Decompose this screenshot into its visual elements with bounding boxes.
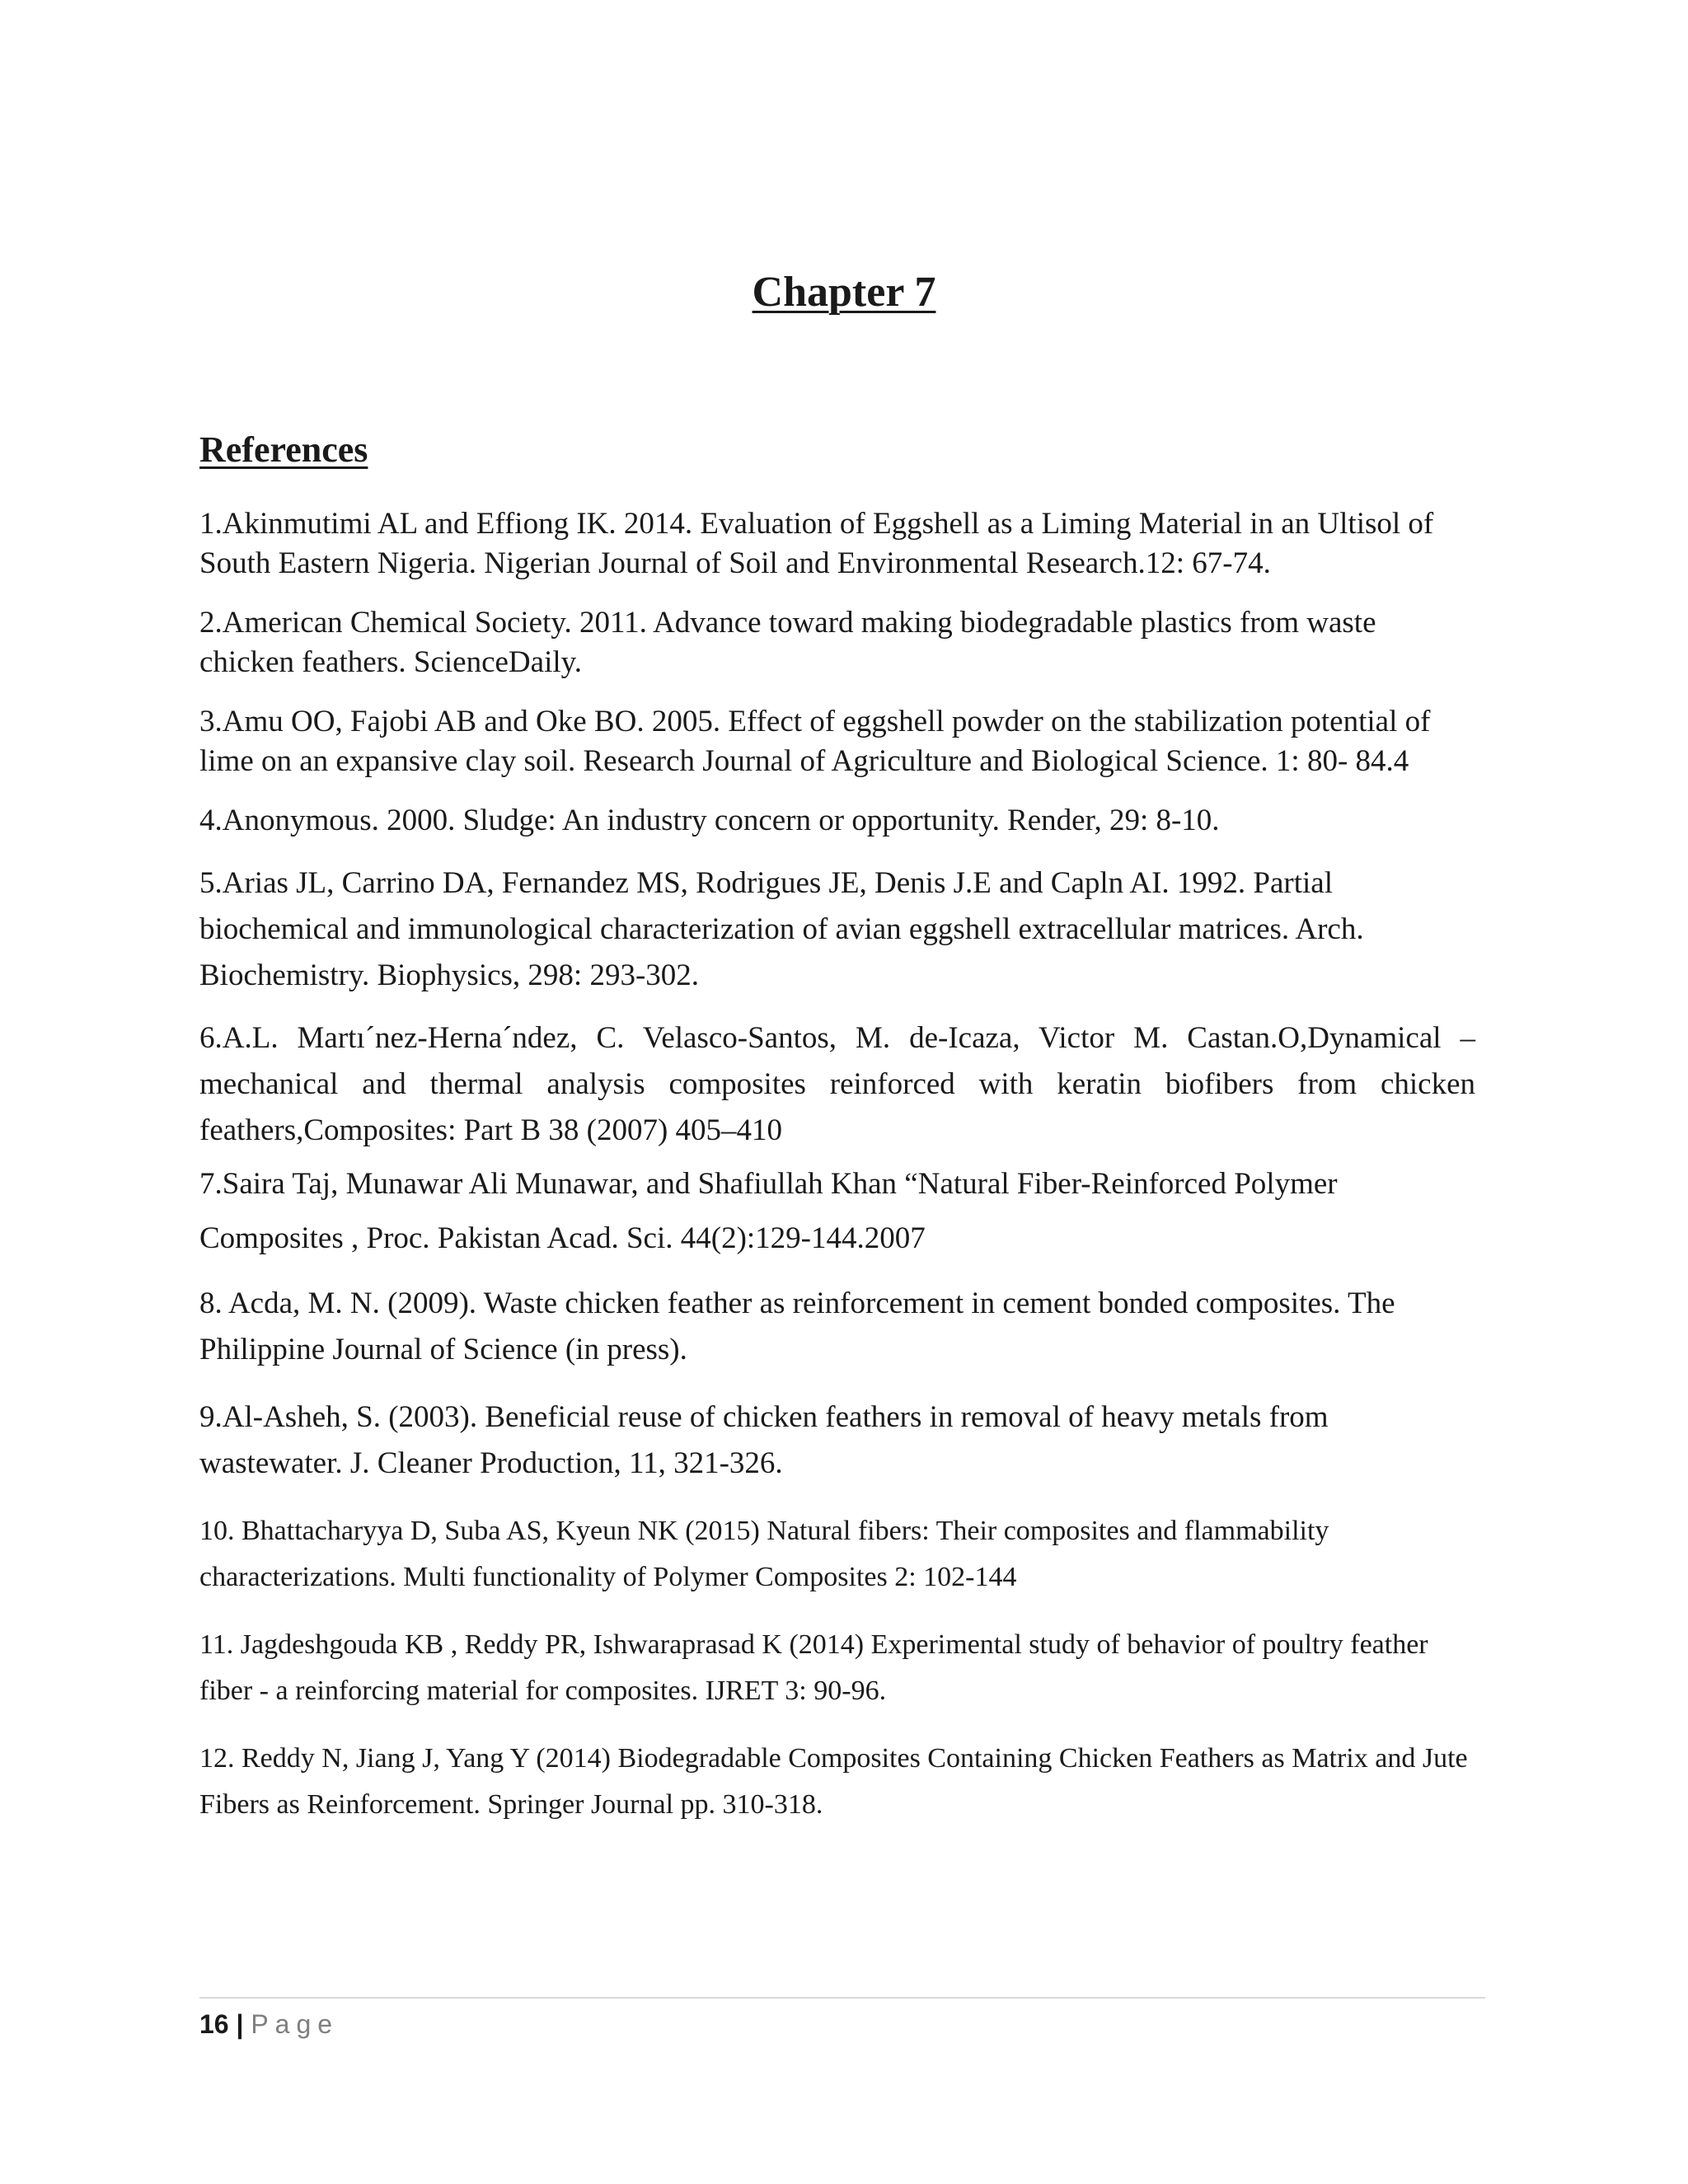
reference-item [199, 504, 1475, 583]
reference-item [199, 1736, 1475, 1828]
reference-number: 9. [199, 1400, 223, 1434]
footer-separator: | [236, 2009, 244, 2039]
page-number: 16 [199, 2009, 229, 2039]
reference-number: 10. [199, 1516, 235, 1546]
reference-item [199, 702, 1475, 781]
reference-list [199, 504, 1475, 1849]
reference-item [199, 801, 1475, 841]
reference-number: 4. [199, 804, 223, 837]
reference-number: 3. [199, 705, 223, 738]
reference-text: Acda, M. N. (2009). Waste chicken feather as reinforcement in cement bonded composites. The Philippine Journal of Science (in press). [199, 1286, 1395, 1366]
reference-number: 8. [199, 1286, 223, 1320]
reference-number: 12. [199, 1743, 235, 1774]
reference-text: American Chemical Society. 2011. Advance toward making biodegradable plastics from waste chicken feathers. ScienceDaily. [199, 606, 1376, 679]
reference-text: Anonymous. 2000. Sludge: An industry concern or opportunity. Render, 29: 8-10. [222, 804, 1220, 837]
chapter-title: Chapter 7 [752, 269, 936, 316]
reference-number: 7. [199, 1167, 223, 1201]
reference-item [199, 603, 1475, 682]
footer-divider [199, 1997, 1485, 1999]
reference-text: A.L. Martı´nez-Herna´ndez, C. Velasco-Santos, M. de-Icaza, Victor M. Castan.O,Dynamical – mechanical and thermal analysis composites reinforced with keratin biofibers from chicken feathers,Composites: Part B 38 (2007) 405–410 [199, 1021, 1475, 1147]
reference-text: Akinmutimi AL and Effiong IK. 2014. Evaluation of Eggshell as a Liming Material in an Ultisol of South Eastern Nigeria. Nigerian Journal of Soil and Environmental Research.12: 67-74. [199, 507, 1434, 580]
reference-item [199, 860, 1475, 999]
page-label: Page [251, 2009, 340, 2039]
reference-item [199, 1394, 1475, 1487]
reference-item [199, 1015, 1475, 1154]
reference-text: Reddy N, Jiang J, Yang Y (2014) Biodegradable Composites Containing Chicken Feathers as Matrix and Jute Fibers as Reinforcement. Springer Journal pp. 310-318. [199, 1743, 1468, 1820]
reference-item [199, 1157, 1475, 1266]
reference-item [199, 1508, 1475, 1601]
reference-number: 1. [199, 507, 223, 541]
reference-text: Amu OO, Fajobi AB and Oke BO. 2005. Effect of eggshell powder on the stabilization potential of lime on an expansive clay soil. Research Journal of Agriculture and Biological Science. 1: 80- 84.4 [199, 705, 1431, 778]
references-heading: References [199, 429, 368, 470]
reference-text: Arias JL, Carrino DA, Fernandez MS, Rodrigues JE, Denis J.E and Capln AI. 1992. Partial biochemical and immunological characterization of avian eggshell extracellular matrices. Arch. Biochemistry. Biophysics, 298: 293-302. [199, 866, 1364, 992]
reference-item [199, 1622, 1475, 1714]
reference-text: Saira Taj, Munawar Ali Munawar, and Shafiullah Khan “Natural Fiber-Reinforced Polymer Composites , Proc. Pakistan Acad. Sci. 44(2):129-144.2007 [199, 1167, 1338, 1255]
reference-text: Bhattacharyya D, Suba AS, Kyeun NK (2015) Natural fibers: Their composites and flammability characterizations. Multi functionality of Polymer Composites 2: 102-144 [199, 1516, 1329, 1592]
page-footer [199, 2004, 339, 2044]
reference-item [199, 1281, 1475, 1373]
reference-number: 6. [199, 1021, 223, 1055]
reference-number: 11. [199, 1629, 234, 1660]
reference-text: Jagdeshgouda KB , Reddy PR, Ishwaraprasad K (2014) Experimental study of behavior of poultry feather fiber - a reinforcing material for composites. IJRET 3: 90-96. [199, 1629, 1428, 1706]
reference-number: 5. [199, 866, 223, 900]
reference-text: Al-Asheh, S. (2003). Beneficial reuse of chicken feathers in removal of heavy metals from wastewater. J. Cleaner Production, 11, 321-326. [199, 1400, 1329, 1480]
reference-number: 2. [199, 606, 223, 640]
